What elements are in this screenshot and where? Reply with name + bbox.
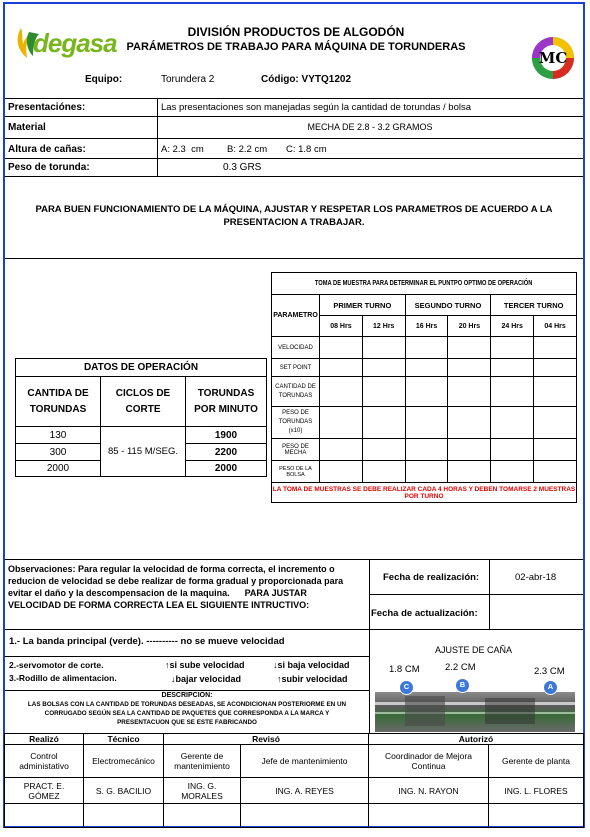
hour-0: 08 Hrs (320, 316, 363, 337)
tpm-2: 2000 (186, 461, 267, 477)
codigo-label: Código: VYTQ1202 (261, 74, 352, 85)
hour-5: 04 Hrs (534, 316, 577, 337)
col-tpm-l1: TORUNDAS (197, 387, 255, 399)
col-tpm-l2: POR MINUTO (194, 403, 258, 415)
peso-label: Peso de torunda: (8, 162, 90, 173)
cantidad-1: 300 (16, 444, 101, 461)
operation-table (15, 358, 267, 477)
obs-line2: reducion de velocidad se debe realizar de forma gradual y proporcionada para (8, 576, 344, 586)
obs-line1: Observaciones: Para regular la velocidad de forma correcta, el incremento o (8, 564, 335, 574)
hour-1: 12 Hrs (362, 316, 405, 337)
role-2: Gerente de mantenimiento (164, 745, 241, 778)
param-peso-bolsa: PESO DE LA BOLSA (272, 461, 320, 483)
marker-c-label: C (403, 682, 410, 691)
marker-b-label: B (459, 680, 466, 689)
desc-line2: CORRUGADO SEGÚN SEA LA CANTIDAD DE PAQUETES QUE CORRESPONDA A LA MARCA Y (44, 710, 330, 717)
param-setpoint: SET POINT (272, 359, 320, 377)
name-1: S. G. BACILIO (84, 778, 164, 804)
param-cantidad-l2: TORUNDAS (278, 392, 313, 399)
name-3: ING. A. REYES (241, 778, 369, 804)
altura-a: A: 2.3 cm (161, 144, 204, 155)
instr-rodillo: 3.-Rodillo de alimentacion. (9, 673, 117, 683)
param-label: PARAMETRO (273, 312, 318, 319)
hour-2: 16 Hrs (405, 316, 448, 337)
machine-photo (375, 692, 575, 732)
marker-a-label: A (547, 682, 554, 691)
fecha-realizacion-label: Fecha de realización: (383, 572, 480, 583)
param-peso-l1: PESO DE (282, 410, 309, 416)
ajuste-title: AJUSTE DE CAÑA (435, 645, 513, 655)
name-2: ING. G. MORALES (164, 778, 241, 804)
fecha-actualizacion-label: Fecha de actualización: (371, 608, 478, 619)
param-cantidad-l1: CANTIDAD DE (275, 383, 316, 390)
hour-3: 20 Hrs (448, 316, 491, 337)
instr-baja: ↓si baja velocidad (273, 660, 350, 670)
presentaciones-label: Presentaciónes: (8, 102, 86, 113)
instr-banda: 1.- La banda principal (verde). ---------- no se mueve velocidad (9, 636, 285, 647)
badge-text: MC (538, 49, 568, 67)
page-title: DIVISIÓN PRODUCTOS DE ALGODÓN (187, 25, 405, 39)
realizo-header: Realizó (5, 734, 84, 745)
param-peso-l2: TORUNDAS (x10) (278, 419, 313, 434)
ajuste-c-cm: 1.8 CM (389, 664, 420, 675)
obs-line3: evitar el daño y la descompensacion de la maquina. PARA JUSTAR (8, 588, 307, 598)
marker-b-icon (455, 678, 470, 693)
role-0: Control administativo (5, 745, 84, 778)
marker-a-icon (543, 680, 558, 695)
name-4: ING. N. RAYON (369, 778, 489, 804)
name-5: ING. L. FLORES (489, 778, 584, 804)
altura-b: B: 2.2 cm (227, 144, 268, 155)
desc-title: DESCRIPCIÓN: (161, 692, 213, 699)
signature-table (4, 733, 584, 828)
altura-c: C: 1.8 cm (286, 144, 327, 155)
sampling-title: TOMA DE MUESTRA PARA DETERMINAR EL PUNTPO OPTIMO DE OPERACIÓN (315, 280, 533, 287)
obs-line4: VELOCIDAD DE FORMA CORRECTA LEA EL SIGUIENTE INTRUCTIVO: (8, 600, 310, 610)
tpm-0: 1900 (186, 427, 267, 444)
name-0: PRACT. E. GÓMEZ (5, 778, 84, 804)
notice-line2: PRESENTACION A TRABAJAR. (223, 217, 365, 228)
cantidad-0: 130 (16, 427, 101, 444)
ajuste-a-cm: 2.3 CM (534, 666, 565, 677)
mc-badge (531, 36, 575, 80)
page-subtitle: PARÁMETROS DE TRABAJO PARA MÁQUINA DE TORUNDERAS (126, 41, 466, 53)
presentaciones-value: Las presentaciones son manejadas según la cantidad de torundas / bolsa (161, 102, 472, 113)
col-cantidad-l1: CANTIDA DE (27, 387, 89, 399)
instr-sube: ↑si sube velocidad (165, 660, 245, 670)
param-velocidad: VELOCIDAD (272, 337, 320, 359)
turno-2: TERCER TURNO (491, 295, 577, 316)
sampling-table (271, 272, 577, 503)
material-label: Material (8, 122, 46, 133)
altura-label: Altura de cañas: (8, 144, 86, 155)
autorizo-header: Autorizó (369, 734, 584, 745)
hour-4: 24 Hrs (491, 316, 534, 337)
equipo-label: Equipo: (85, 74, 123, 85)
equipo-value: Torundera 2 (161, 74, 215, 85)
role-4: Coordinador de Mejora Continua (369, 745, 489, 778)
notice-line1: PARA BUEN FUNCIONAMIENTO DE LA MÁQUINA, AJUSTAR Y RESPETAR LOS PARAMETROS DE ACUERDO A LA (35, 204, 553, 215)
instr-subir: ↑subir velocidad (277, 674, 348, 684)
logo-text: degasa (33, 28, 117, 58)
material-value: MECHA DE 2.8 - 3.2 GRAMOS (307, 122, 433, 132)
col-ciclos-l1: CICLOS DE (115, 387, 171, 399)
peso-value: 0.3 GRS (223, 162, 262, 173)
param-peso-mecha: PESO DE MECHA (272, 439, 320, 461)
instr-bajar: ↓bajar velocidad (171, 674, 242, 684)
parameter-sheet (3, 2, 585, 828)
turno-0: PRIMER TURNO (320, 295, 406, 316)
turno-1: SEGUNDO TURNO (405, 295, 491, 316)
role-5: Gerente de planta (489, 745, 584, 778)
fecha-realizacion-value: 02-abr-18 (515, 572, 557, 583)
ciclos-value: 85 - 115 M/SEG. (101, 427, 186, 477)
tpm-1: 2200 (186, 444, 267, 461)
col-cantidad-l2: TORUNDAS (29, 403, 87, 415)
instr-servo: 2.-servomotor de corte. (9, 660, 104, 670)
reviso-header: Revisó (164, 734, 369, 745)
marker-c-icon (399, 680, 414, 695)
desc-line1: LAS BOLSAS CON LA CANTIDAD DE TORUNDAS DESEADAS, SE ACONDICIONAN POSTERIORME EN UN (27, 701, 347, 708)
tecnico-header: Técnico (84, 734, 164, 745)
desc-line3: PRESENTACUON QUE SE ESTE FABRICANDO (117, 719, 257, 726)
role-1: Electromecánico (84, 745, 164, 778)
cantidad-2: 2000 (16, 461, 101, 477)
role-3: Jefe de mantenimiento (241, 745, 369, 778)
col-ciclos-l2: CORTE (125, 403, 161, 415)
operation-title: DATOS DE OPERACIÓN (83, 362, 199, 373)
sampling-note: LA TOMA DE MUESTRAS SE DEBE REALIZAR CADA 4 HORAS Y DEBEN TOMARSE 2 MUESTRAS POR TURNO (272, 483, 577, 503)
ajuste-b-cm: 2.2 CM (445, 662, 476, 673)
